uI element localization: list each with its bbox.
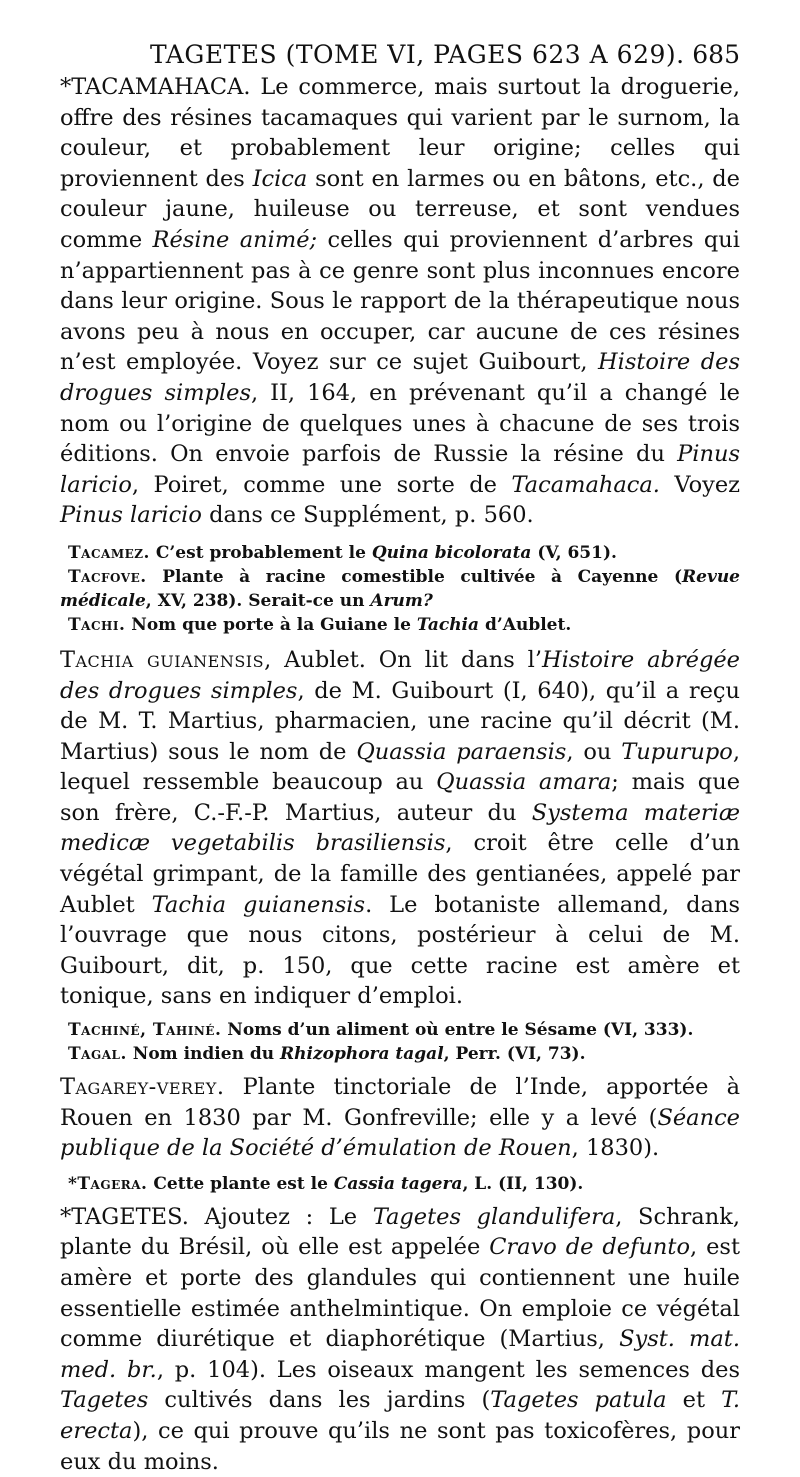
entry-text: , Aublet. On lit dans l’	[264, 646, 542, 673]
entry-text: (V, 651).	[531, 542, 617, 563]
entry-italic: Tachia guianensis	[151, 891, 366, 918]
entry-italic: Quassia paraensis	[356, 738, 567, 765]
entry-text: , II, 164, en prévenant qu’il a changé le nom ou l’origine de quelques unes à chacune de ses trois éditions. On envoie parfois de Russie la résine du	[60, 379, 740, 468]
entry-italic: Cravo de defunto	[489, 1234, 691, 1261]
entry-head: Tagarey-verey.	[60, 1074, 225, 1101]
entry-text: dans ce Supplément, p. 560.	[201, 502, 534, 529]
entry-head: guianensis	[133, 646, 265, 673]
entry-text: , L. (II, 130).	[462, 1173, 584, 1194]
entry-italic: Rhizophora tagal	[280, 1044, 444, 1065]
entry-italic: Arum?	[370, 590, 433, 611]
entry-italic: T. erecta	[60, 1387, 740, 1444]
entry-text: d’Aublet.	[479, 614, 572, 635]
entry-italic: Revue médicale	[60, 566, 740, 611]
entry-text: , 1830).	[571, 1135, 660, 1162]
entry-tachia	[60, 645, 740, 1012]
entry-text: ), ce qui prouve qu’ils ne sont pas toxicofères, pour eux du moins.	[60, 1417, 740, 1475]
entry-italic: Tagetes	[60, 1387, 149, 1414]
entry-italic: Icica	[252, 165, 308, 192]
entry-head: *TAGETES.	[60, 1203, 189, 1230]
entry-tacamez	[60, 541, 740, 565]
entry-head: Tachiné, Tahiné.	[68, 1020, 222, 1041]
entry-italic: Systema materiæ medicæ vegetabilis brasiliensis	[60, 799, 741, 857]
entry-italic: Quina bicolorata	[371, 542, 532, 563]
entry-italic: Tagetes patula	[490, 1387, 667, 1414]
entry-italic: Séance publique de la Société d’émulation de Rouen	[60, 1104, 740, 1162]
entry-italic: Tupurupo	[621, 738, 733, 765]
entry-italic: Syst. mat. med. br.	[60, 1326, 741, 1383]
entry-text: sont en larmes ou en bâtons, etc., de couleur jaune, huileuse ou terreuse, et sont vendues comme	[60, 165, 740, 253]
running-title: TAGETES (TOME VI, PAGES 623 A 629).	[150, 40, 685, 69]
entry-text: et	[666, 1387, 722, 1414]
entry-head: *TACAMAHACA.	[60, 74, 251, 100]
entry-text: Voyez	[659, 471, 741, 498]
page-number: 685	[692, 40, 740, 69]
entry-head: *Tagera.	[68, 1173, 148, 1194]
entry-text: , lequel ressemble beaucoup au	[60, 738, 740, 796]
entry-head: Tagal.	[68, 1044, 127, 1065]
entry-tagetes	[60, 1202, 740, 1477]
entry-tagera	[60, 1172, 740, 1196]
entry-head: Tachi.	[68, 614, 126, 635]
entry-text: , est amère et porte des glandules qui contiennent une huile essentielle estimée anthelmintique. On emploie ce végétal comme diurétique et diaphorétique (Martius,	[60, 1234, 740, 1353]
page-body	[60, 72, 740, 1477]
entry-italic: Tacamahaca.	[511, 471, 660, 498]
entry-text: , p. 104). Les oiseaux mangent les semences des	[156, 1356, 740, 1383]
entry-text: celles qui proviennent d’arbres qui n’appartiennent pas à ce genre sont plus inconnues encore dans leur origine. Sous le rapport de la thérapeutique nous avons peu à nous en occuper, car aucune de ces résines n’est employée. Voyez sur ce sujet Guibourt,	[60, 226, 740, 376]
entry-italic: Histoire des drogues simples	[60, 349, 740, 406]
entry-italic: Pinus laricio	[60, 441, 740, 498]
entry-head: Tacamez.	[68, 542, 150, 563]
entry-tachi	[60, 613, 740, 637]
entry-text: Plante à racine comestible cultivée à Cayenne (	[146, 566, 682, 587]
entry-text: . Le botaniste allemand, dans l’ouvrage que nous citons, postérieur à celui de M. Guibourt, dit, p. 150, que cette racine est amère et tonique, sans en indiquer d’emploi.	[60, 891, 740, 1010]
entry-text: , croit être celle d’un végétal grimpant, de la famille des gentianées, appelé par Aublet	[60, 830, 740, 918]
entry-text: , ou	[566, 738, 622, 765]
entry-tagarey-verey	[60, 1072, 740, 1164]
entry-italic: Tagetes glandulifera	[372, 1203, 616, 1230]
entry-text: Ajoutez : Le	[188, 1203, 373, 1230]
entry-head: Tachia	[60, 646, 134, 673]
entry-head: Tacfove.	[68, 566, 147, 587]
entry-text: ; mais que son frère, C.-F.-P. Martius, auteur du	[60, 769, 741, 826]
entry-text: Nom que porte à la Guiane le	[125, 614, 417, 635]
entry-text: Le commerce, mais surtout la droguerie, offre des résines tacamaques qui varient par le surnom, la couleur, et probablement leur origine; celles qui proviennent des	[60, 74, 740, 192]
entry-text: , de M. Guibourt (I, 640), qu’il a reçu de M. T. Martius, pharmacien, une racine qu’il décrit (M. Martius) sous le nom de	[60, 677, 740, 765]
entry-italic: Tachia	[416, 614, 480, 635]
entry-italic: Résine animé;	[152, 226, 318, 253]
entry-text: Cette plante est le	[147, 1173, 334, 1194]
entry-text: , Schrank, plante du Brésil, où elle est appelée	[60, 1203, 741, 1261]
entry-text: Noms d’un aliment où entre le Sésame (VI, 333).	[221, 1020, 694, 1041]
entry-italic: Quassia amara	[436, 769, 612, 796]
entry-text: Nom indien du	[126, 1044, 281, 1065]
entry-italic: Histoire abrégée des drogues simples	[60, 646, 740, 704]
entry-tagal	[60, 1042, 740, 1066]
entry-text: , Perr. (VI, 73).	[443, 1044, 586, 1065]
entry-text: Plante tinctoriale de l’Inde, apportée à Rouen en 1830 par M. Gonfreville; elle y a levé (	[60, 1074, 740, 1131]
entry-italic: Cassia tagera	[333, 1173, 463, 1194]
entry-text: , XV, 238). Serait-ce un	[145, 590, 371, 611]
entry-text: , Poiret, comme une sorte de	[131, 471, 512, 498]
entry-tacfove	[60, 565, 740, 613]
entry-tacamahaca	[60, 72, 740, 531]
entry-italic: Pinus laricio	[60, 502, 202, 529]
entry-text: C’est probablement le	[149, 542, 372, 563]
entry-text: cultivés dans les jardins (	[148, 1387, 491, 1414]
entry-tachine	[60, 1018, 740, 1042]
